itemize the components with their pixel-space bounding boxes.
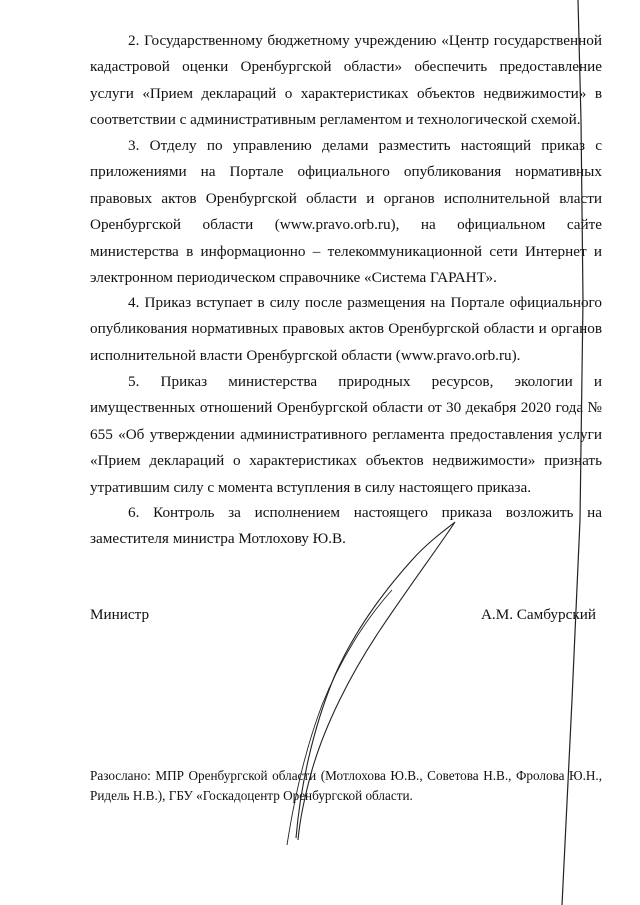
paragraph-6: 6. Контроль за исполнением настоящего приказа возложить на заместителя министра Мотлохову Ю.В. xyxy=(90,504,602,548)
signer-title: Министр xyxy=(90,606,150,623)
paragraph-4: 4. Приказ вступает в силу после размещения на Портале официального опубликования нормативных правовых актов Оренбургской области и органов исполнительной власти Оренбургской области (www.pravo.orb.ru). xyxy=(90,294,602,364)
paragraph-2: 2. Государственному бюджетному учреждению «Центр государственной кадастровой оценки Оренбургской области» обеспечить предоставление услуги «Прием деклараций о характеристиках объектов недвижимости» в соответствии с административным регламентом и технологической схемой. xyxy=(90,32,602,129)
paragraph-5: 5. Приказ министерства природных ресурсов, экологии и имущественных отношений Оренбургской области от 30 декабря 2020 года № 655 «Об утверждении административного регламента предоставления услуги «Прием деклараций о характеристиках объектов недвижимости» признать утратившим силу с момента вступления в силу настоящего приказа. xyxy=(90,373,602,496)
paragraph-3: 3. Отделу по управлению делами разместить настоящий приказ с приложениями на Портале официального опубликования нормативных правовых актов Оренбургской области и органов исполнительной власти Оренбургской области (www.pravo.orb.ru), на официальном сайте министерства в информационно – телекоммуникационной сети Интернет и электронном периодическом справочнике «Система ГАРАНТ». xyxy=(90,137,602,287)
signer-name: А.М. Самбурский xyxy=(480,606,596,623)
distribution-list: Разослано: МПР Оренбургской области (Мотлохова Ю.В., Советова Н.В., Фролова Ю.Н., Ридель Н.В.), ГБУ «Госкадоцентр Оренбургской области. xyxy=(90,768,602,803)
